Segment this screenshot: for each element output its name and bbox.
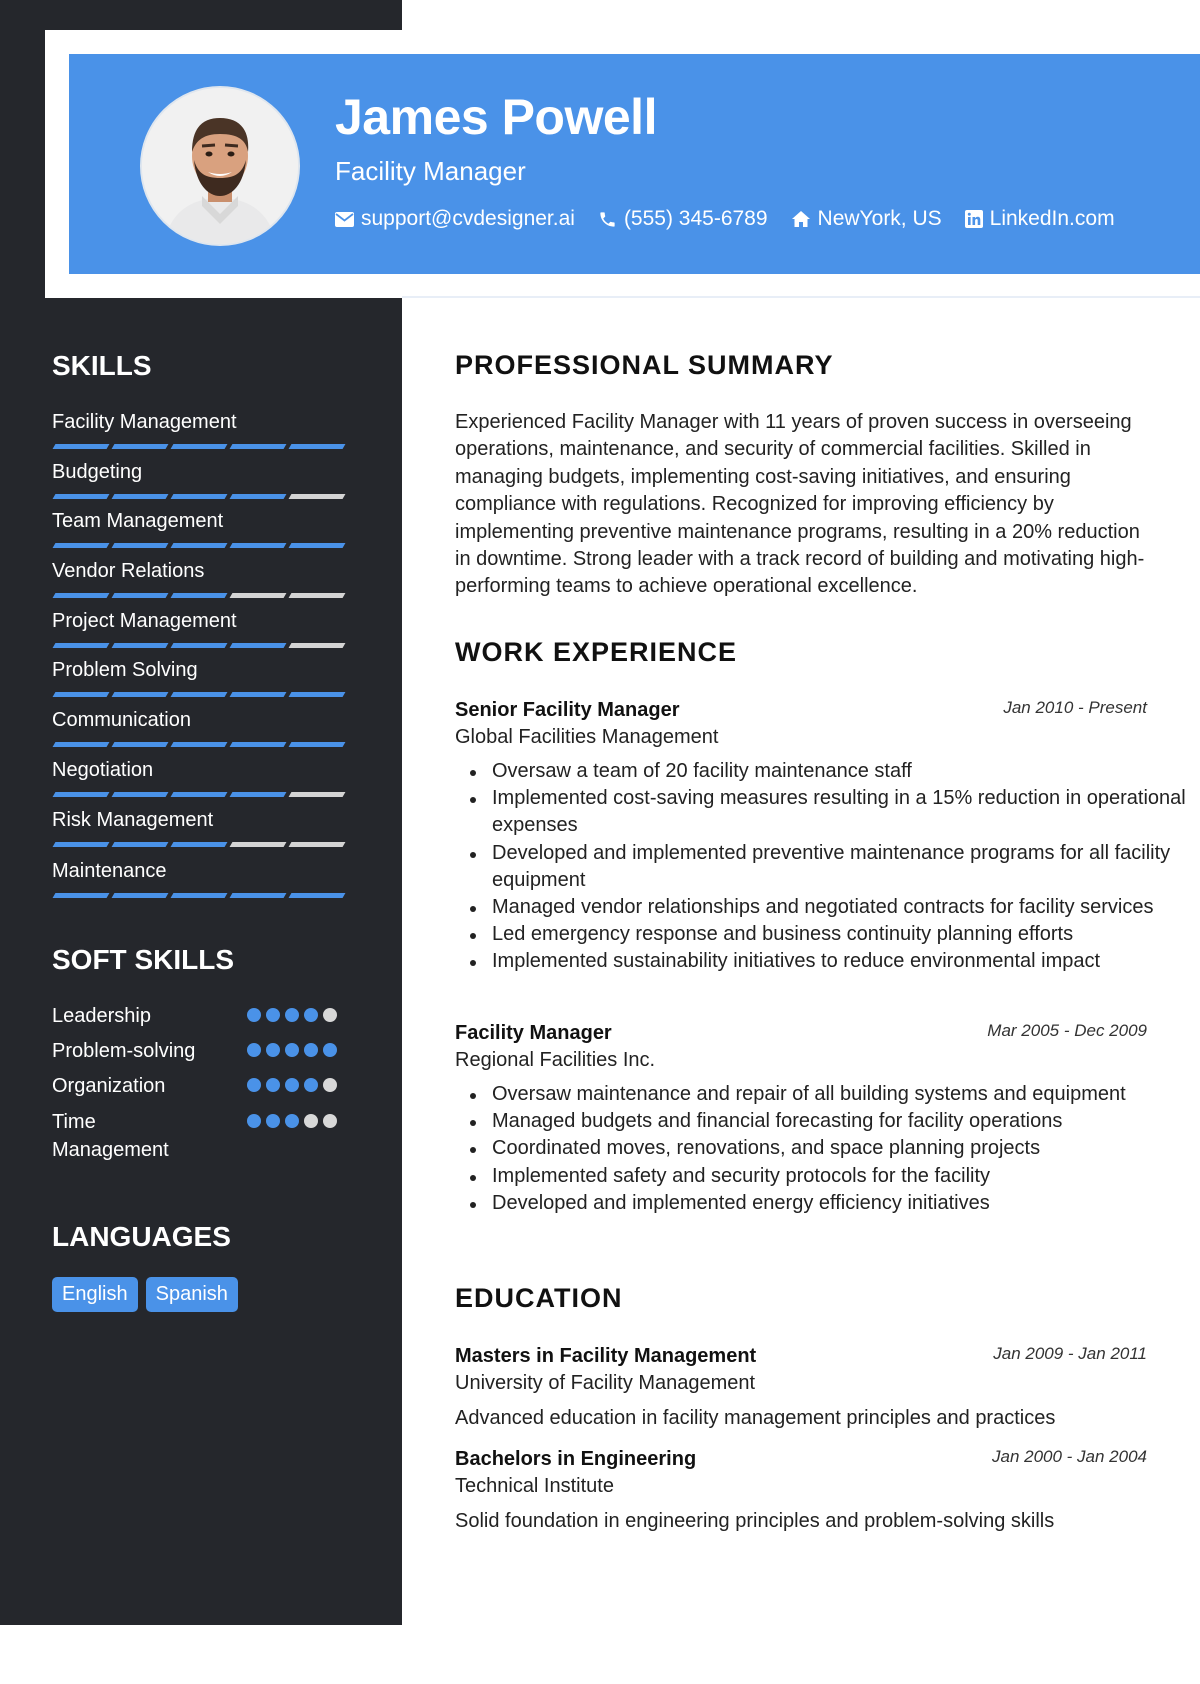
contact-phone[interactable] (598, 207, 768, 231)
skill-segment-empty (289, 792, 346, 797)
rating-dot-filled (285, 1078, 299, 1092)
skill-label: Facility Management (52, 411, 237, 433)
candidate-name: James Powell (335, 89, 657, 145)
skill-segment-filled (289, 444, 346, 449)
skill-level-bar (52, 593, 352, 598)
skill-item (52, 859, 352, 898)
soft-skill-item (52, 1037, 352, 1065)
skill-item (52, 758, 352, 797)
degree-title: Masters in Facility Management (455, 1345, 757, 1367)
skill-segment-filled (112, 543, 169, 548)
rating-dot-filled (285, 1043, 299, 1057)
skill-item (52, 808, 352, 847)
skill-segment-filled (230, 692, 287, 697)
candidate-role: Facility Manager (335, 156, 526, 186)
skill-level-bar (52, 494, 352, 499)
job-bullet: Implemented sustainability initiatives to reduce environmental impact (492, 948, 1192, 975)
skill-label: Risk Management (52, 809, 214, 831)
experience-heading: WORK EXPERIENCE (455, 637, 738, 667)
skill-segment-filled (53, 543, 110, 548)
education-dates: Jan 2009 - Jan 2011 (993, 1344, 1147, 1363)
job-bullet: Managed budgets and financial forecasting for facility operations (492, 1108, 1192, 1135)
language-badge: Spanish (146, 1277, 238, 1312)
skill-segment-filled (230, 543, 287, 548)
skill-segment-filled (112, 742, 169, 747)
skill-segment-filled (171, 593, 228, 598)
skill-segment-filled (112, 692, 169, 697)
contact-email-text: support@cvdesigner.ai (361, 207, 575, 230)
contact-location[interactable] (791, 207, 942, 231)
skill-segment-filled (171, 842, 228, 847)
rating-dot-filled (304, 1008, 318, 1022)
skill-segment-empty (230, 593, 287, 598)
degree-title: Bachelors in Engineering (455, 1448, 697, 1470)
language-list (52, 1277, 238, 1312)
skill-segment-filled (289, 893, 346, 898)
skill-segment-filled (53, 444, 110, 449)
skill-segment-filled (289, 543, 346, 548)
skill-segment-filled (230, 893, 287, 898)
skill-segment-filled (53, 692, 110, 697)
job-bullet: Oversaw maintenance and repair of all building systems and equipment (492, 1081, 1192, 1108)
skill-label: Project Management (52, 610, 237, 632)
language-badge: English (52, 1277, 138, 1312)
phone-icon (598, 210, 617, 229)
job-bullet: Led emergency response and business continuity planning efforts (492, 921, 1192, 948)
education-dates: Jan 2000 - Jan 2004 (991, 1447, 1147, 1466)
rating-dot-filled (247, 1078, 261, 1092)
skill-level-bar (52, 792, 352, 797)
job-bullet: Developed and implemented preventive maintenance programs for all facility equipment (492, 840, 1192, 894)
job-dates: Jan 2010 - Present (1003, 698, 1147, 717)
skill-segment-filled (112, 792, 169, 797)
skill-label: Negotiation (52, 759, 154, 781)
soft-skill-label: Problem-solving (52, 1040, 196, 1062)
rating-dot-empty (304, 1114, 318, 1128)
skill-segment-filled (230, 643, 287, 648)
skill-item (52, 410, 352, 449)
skill-label: Budgeting (52, 461, 143, 483)
summary-heading: PROFESSIONAL SUMMARY (455, 350, 834, 380)
skill-label: Problem Solving (52, 659, 198, 681)
skill-segment-filled (53, 893, 110, 898)
soft-skill-label: Time Management (52, 1111, 169, 1161)
skill-level-bar (52, 643, 352, 648)
rating-dot-filled (323, 1043, 337, 1057)
job-company: Regional Facilities Inc. (455, 1049, 656, 1071)
skill-segment-filled (171, 742, 228, 747)
rating-dot-filled (247, 1043, 261, 1057)
skill-segment-filled (289, 742, 346, 747)
skill-segment-filled (112, 643, 169, 648)
soft-skill-rating (247, 1043, 337, 1057)
skill-segment-filled (53, 643, 110, 648)
contact-linkedin-text: LinkedIn.com (989, 207, 1115, 230)
education-description: Advanced education in facility management principles and practices (455, 1407, 1056, 1429)
contact-row (335, 207, 1138, 231)
skill-level-bar (52, 543, 352, 548)
skill-segment-filled (53, 494, 110, 499)
school-name: Technical Institute (455, 1475, 614, 1497)
education-heading: EDUCATION (455, 1283, 623, 1313)
job-bullet: Managed vendor relationships and negotiated contracts for facility services (492, 894, 1192, 921)
skill-segment-filled (53, 742, 110, 747)
rating-dot-filled (304, 1078, 318, 1092)
rating-dot-filled (247, 1114, 261, 1128)
skill-segment-empty (289, 593, 346, 598)
skill-segment-empty (289, 494, 346, 499)
contact-email[interactable] (335, 207, 575, 231)
skill-level-bar (52, 692, 352, 697)
soft-skill-rating (247, 1008, 337, 1022)
job-bullet: Implemented cost-saving measures resulting in a 15% reduction in operational expenses (492, 785, 1192, 839)
skill-level-bar (52, 842, 352, 847)
skill-segment-filled (112, 842, 169, 847)
job-dates: Mar 2005 - Dec 2009 (987, 1021, 1147, 1040)
skill-item (52, 658, 352, 697)
skill-segment-filled (289, 692, 346, 697)
rating-dot-filled (247, 1008, 261, 1022)
rating-dot-filled (304, 1043, 318, 1057)
linkedin-icon (965, 210, 983, 228)
person-portrait-icon (142, 88, 298, 244)
skill-segment-filled (230, 792, 287, 797)
skill-segment-filled (171, 792, 228, 797)
skill-segment-filled (171, 643, 228, 648)
skill-item (52, 559, 352, 598)
soft-skill-label: Organization (52, 1075, 166, 1097)
skill-segment-filled (53, 792, 110, 797)
skill-label: Team Management (52, 510, 224, 532)
skill-segment-filled (171, 494, 228, 499)
soft-skills-heading: SOFT SKILLS (52, 944, 234, 975)
education-description: Solid foundation in engineering principles and problem-solving skills (455, 1510, 1055, 1532)
skill-segment-filled (112, 893, 169, 898)
skill-segment-empty (289, 643, 346, 648)
job-bullet: Oversaw a team of 20 facility maintenance staff (492, 758, 1192, 785)
job-bullet: Implemented safety and security protocols for the facility (492, 1163, 1192, 1190)
skill-segment-empty (230, 842, 287, 847)
soft-skill-label: Leadership (52, 1005, 151, 1027)
skill-level-bar (52, 742, 352, 747)
skill-item (52, 509, 352, 548)
skill-level-bar (52, 444, 352, 449)
soft-skill-item (52, 1108, 352, 1164)
skill-segment-filled (53, 842, 110, 847)
rating-dot-filled (266, 1043, 280, 1057)
job-bullet: Developed and implemented energy efficiency initiatives (492, 1190, 1192, 1217)
skill-label: Communication (52, 709, 191, 731)
skill-item (52, 460, 352, 499)
contact-linkedin[interactable] (965, 207, 1115, 231)
skill-segment-filled (171, 543, 228, 548)
rating-dot-filled (266, 1078, 280, 1092)
rating-dot-filled (266, 1008, 280, 1022)
header-divider (402, 296, 1200, 298)
job-company: Global Facilities Management (455, 726, 719, 748)
skills-heading: SKILLS (52, 350, 152, 381)
soft-skill-item (52, 1072, 352, 1100)
rating-dot-filled (285, 1114, 299, 1128)
skill-segment-filled (171, 692, 228, 697)
skill-item (52, 708, 352, 747)
skill-segment-filled (171, 444, 228, 449)
envelope-icon (335, 212, 354, 227)
rating-dot-empty (323, 1078, 337, 1092)
home-icon (791, 210, 811, 228)
soft-skill-rating (247, 1114, 337, 1128)
skill-segment-filled (112, 494, 169, 499)
school-name: University of Facility Management (455, 1372, 756, 1394)
job-bullet: Coordinated moves, renovations, and space planning projects (492, 1135, 1192, 1162)
skill-segment-filled (112, 593, 169, 598)
skill-label: Maintenance (52, 860, 167, 882)
job-title: Facility Manager (455, 1022, 612, 1044)
rating-dot-empty (323, 1114, 337, 1128)
soft-skill-item (52, 1002, 352, 1030)
contact-location-text: NewYork, US (817, 207, 942, 230)
rating-dot-filled (266, 1114, 280, 1128)
skill-level-bar (52, 893, 352, 898)
skill-item (52, 609, 352, 648)
languages-heading: LANGUAGES (52, 1221, 231, 1252)
skill-segment-empty (289, 842, 346, 847)
soft-skill-rating (247, 1078, 337, 1092)
summary-text: Experienced Facility Manager with 11 years of proven success in overseeing operations, maintenance, and security of commercial facilities. Skilled in managing budgets, implementing cost-saving initiatives, and ensuring compliance with regulations. Recognized for improving efficiency by implementing preventive maintenance programs, resulting in a 20% reduction in downtime. Strong leader with a track record of building and motivating high-performing teams to achieve operational excellence. (455, 411, 1145, 598)
skill-segment-filled (230, 494, 287, 499)
skill-segment-filled (53, 593, 110, 598)
contact-phone-text: (555) 345-6789 (623, 207, 768, 230)
skill-segment-filled (230, 444, 287, 449)
skill-segment-filled (230, 742, 287, 747)
skill-segment-filled (171, 893, 228, 898)
job-bullets (455, 1081, 1192, 1217)
avatar (140, 86, 300, 246)
job-title: Senior Facility Manager (455, 699, 680, 721)
skill-label: Vendor Relations (52, 560, 205, 582)
skill-segment-filled (112, 444, 169, 449)
rating-dot-empty (323, 1008, 337, 1022)
job-bullets (455, 758, 1192, 976)
rating-dot-filled (285, 1008, 299, 1022)
